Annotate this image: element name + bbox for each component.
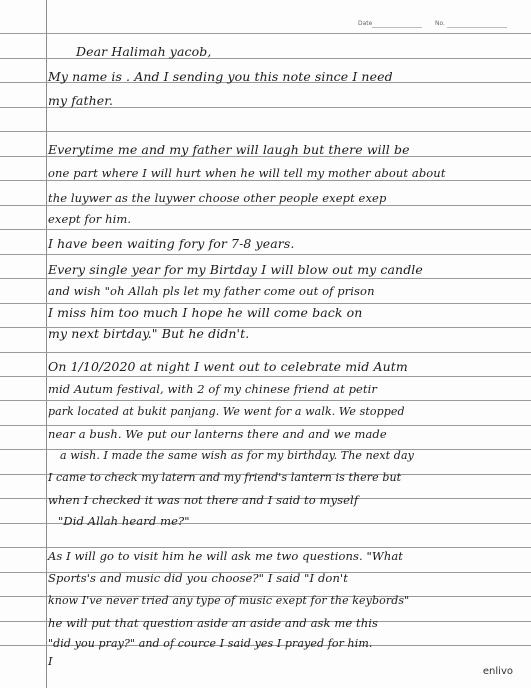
- letter-line: know I've never tried any type of music exept for the keybords": [48, 594, 410, 607]
- letter-line: the luywer as the luywer choose other people exept exep: [48, 191, 387, 205]
- letter-line: near a bush. We put our lanterns there and and we made: [48, 427, 387, 441]
- letter-line: park located at bukit panjang. We went for a walk. We stopped: [48, 405, 405, 418]
- letter-line: he will put that question aside an aside and ask me this: [48, 616, 379, 630]
- letter-line: and wish "oh Allah pls let my father come out of prison: [48, 284, 375, 298]
- number-line: [447, 27, 507, 28]
- ruled-line: [0, 376, 531, 377]
- ruled-line: [0, 547, 531, 548]
- letter-line: one part where I will hurt when he will tell my mother about about: [48, 166, 446, 180]
- letter-line: On 1/10/2020 at night I went out to celebrate mid Autm: [48, 359, 408, 374]
- letter-line: I: [48, 654, 53, 668]
- ruled-line: [0, 352, 531, 353]
- letter-line: "did you pray?" and of cource I said yes I prayed for him.: [48, 637, 373, 650]
- ruled-line: [0, 254, 531, 255]
- brand-logo: enlivo: [482, 666, 513, 677]
- letter-line: exept for him.: [48, 212, 132, 226]
- ruled-line: [0, 180, 531, 181]
- letter-line: I have been waiting fory for 7-8 years.: [48, 236, 295, 251]
- letter-line: mid Autum festival, with 2 of my chinese friend at petir: [48, 382, 378, 396]
- date-label: Date: [358, 20, 373, 27]
- ruled-line: [0, 131, 531, 132]
- letter-line: As I will go to visit him he will ask me two questions. "What: [48, 549, 404, 563]
- letter-line: when I checked it was not there and I said to myself: [48, 493, 359, 507]
- ruled-line: [0, 303, 531, 304]
- ruled-line: [0, 278, 531, 279]
- ruled-line: [0, 205, 531, 206]
- letter-line: Sports's and music did you choose?" I said "I don't: [48, 571, 348, 585]
- letter-line: Everytime me and my father will laugh but there will be: [48, 142, 410, 157]
- letter-line: "Did Allah heard me?": [58, 514, 190, 528]
- letter-line: My name is . And I sending you this note since I need: [48, 69, 393, 84]
- letter-line: I came to check my latern and my friend's lantern is there but: [48, 471, 402, 484]
- ruled-line: [0, 425, 531, 426]
- margin-line: [46, 0, 47, 688]
- letter-line: Dear Halimah yacob,: [76, 44, 212, 59]
- ruled-line: [0, 400, 531, 401]
- letter-line: a wish. I made the same wish as for my birthday. The next day: [60, 449, 414, 462]
- letter-line: Every single year for my Birtday I will blow out my candle: [48, 262, 423, 277]
- letter-line: my next birtday." But he didn't.: [48, 326, 250, 341]
- ruled-line: [0, 229, 531, 230]
- letter-line: my father.: [48, 93, 114, 108]
- date-line: [372, 27, 422, 28]
- ruled-line: [0, 33, 531, 34]
- number-label: No.: [435, 20, 445, 27]
- letter-line: I miss him too much I hope he will come back on: [48, 305, 363, 320]
